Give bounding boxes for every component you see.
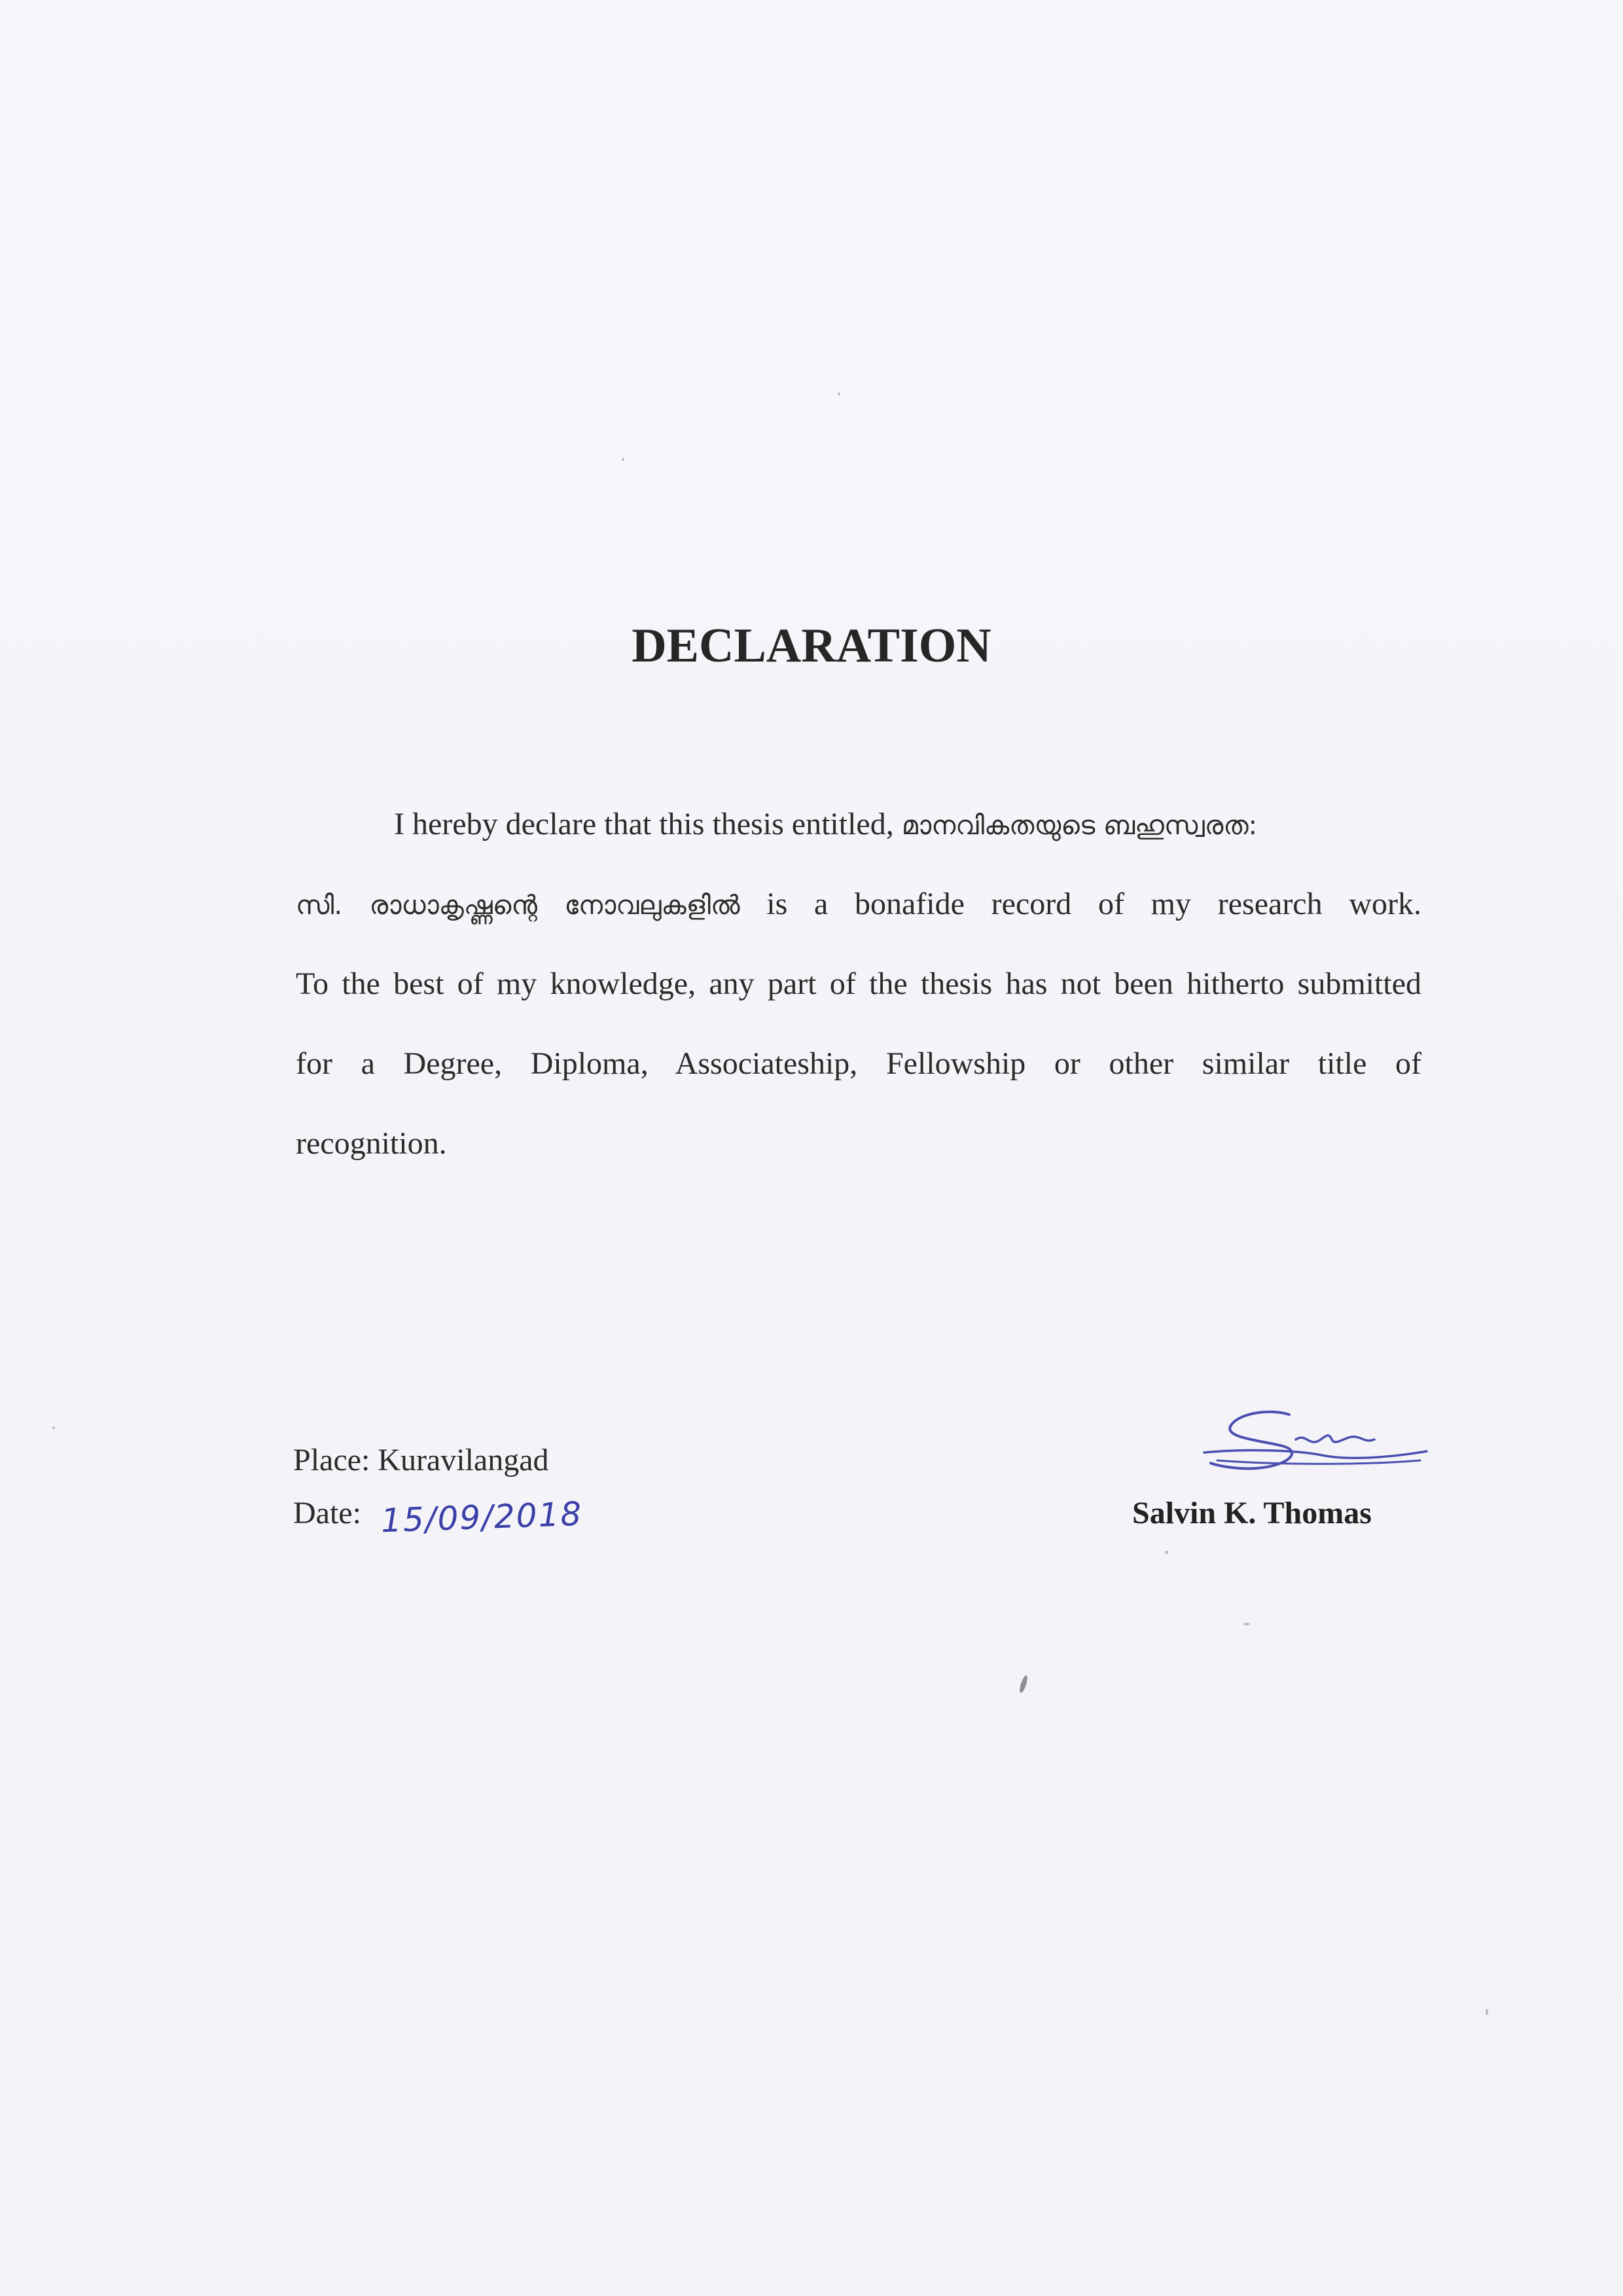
place-label: Place:	[293, 1443, 370, 1477]
paper-speck	[1165, 1551, 1168, 1554]
handwritten-date: 15/09/2018	[380, 1494, 584, 1540]
place-value: Kuravilangad	[378, 1443, 549, 1477]
paper-speck	[52, 1426, 55, 1429]
paragraph-line-4: for a Degree, Diploma, Associateship, Fellowship or other similar title of	[296, 1046, 1421, 1081]
paper-speck	[1243, 1623, 1250, 1625]
paragraph-line-2	[296, 886, 1421, 922]
date-field	[293, 1493, 584, 1540]
date-label: Date:	[293, 1496, 361, 1530]
signer-name: Salvin K. Thomas	[1132, 1496, 1372, 1530]
paragraph-line-3: To the best of my knowledge, any part of the thesis has not been hitherto submitted	[296, 966, 1421, 1001]
thesis-title-part-1: മാനവികതയുടെ ബഹുസ്വരത:	[901, 811, 1258, 841]
paragraph-line-1-text: I hereby declare that this thesis entitled,	[394, 807, 894, 841]
page-title: DECLARATION	[632, 619, 991, 673]
signature-graphic	[1191, 1400, 1440, 1485]
paper-speck	[1018, 1674, 1029, 1693]
paper-speck	[1486, 2009, 1488, 2015]
thesis-title-part-2: സി. രാധാകൃഷ്ണന്റെ നോവലുകളിൽ	[296, 891, 740, 921]
paragraph-line-1	[296, 806, 1421, 842]
place-field	[293, 1442, 549, 1478]
paragraph-line-2-text: is a bonafide record of my research work.	[766, 887, 1421, 921]
paper-speck	[622, 458, 624, 461]
paragraph-line-5: recognition.	[296, 1126, 447, 1161]
paper-speck	[838, 393, 840, 395]
